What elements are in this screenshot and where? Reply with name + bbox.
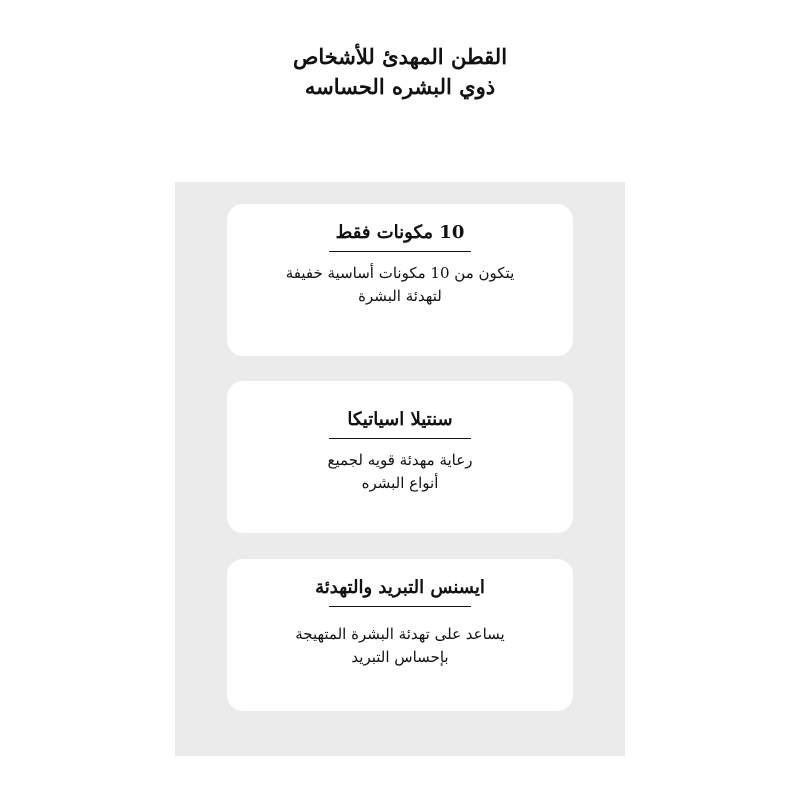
card-divider bbox=[329, 438, 471, 439]
card-description-line-2: أنواع البشره bbox=[361, 474, 439, 492]
feature-card-essence bbox=[227, 559, 573, 711]
page-title-line-1: القطن المهدئ للأشخاص bbox=[292, 44, 508, 69]
card-divider bbox=[329, 251, 471, 252]
feature-card-ingredients bbox=[227, 204, 573, 356]
card-description bbox=[227, 449, 573, 495]
card-description-line-2: بإحساس التبريد bbox=[351, 648, 449, 666]
page-title-line-2: ذوي البشره الحساسه bbox=[304, 74, 496, 99]
card-divider bbox=[329, 606, 471, 607]
feature-card-centella bbox=[227, 381, 573, 533]
card-description-line-2: لتهدئة البشرة bbox=[358, 287, 442, 305]
card-description-line-1: يساعد على تهدئة البشرة المتهيجة bbox=[295, 625, 505, 643]
card-heading: ايسنس التبريد والتهدئة bbox=[315, 577, 485, 598]
card-description bbox=[227, 262, 573, 308]
card-heading: سنتيلا اسياتيكا bbox=[347, 409, 453, 430]
card-description-line-1: رعاية مهدئة قويه لجميع bbox=[327, 451, 473, 469]
features-panel bbox=[175, 182, 625, 756]
page-title bbox=[200, 42, 600, 102]
card-description-line-1: يتكون من 10 مكونات أساسية خفيفة bbox=[285, 264, 515, 282]
card-description bbox=[227, 623, 573, 669]
card-heading: 10 مكونات فقط bbox=[335, 222, 465, 243]
